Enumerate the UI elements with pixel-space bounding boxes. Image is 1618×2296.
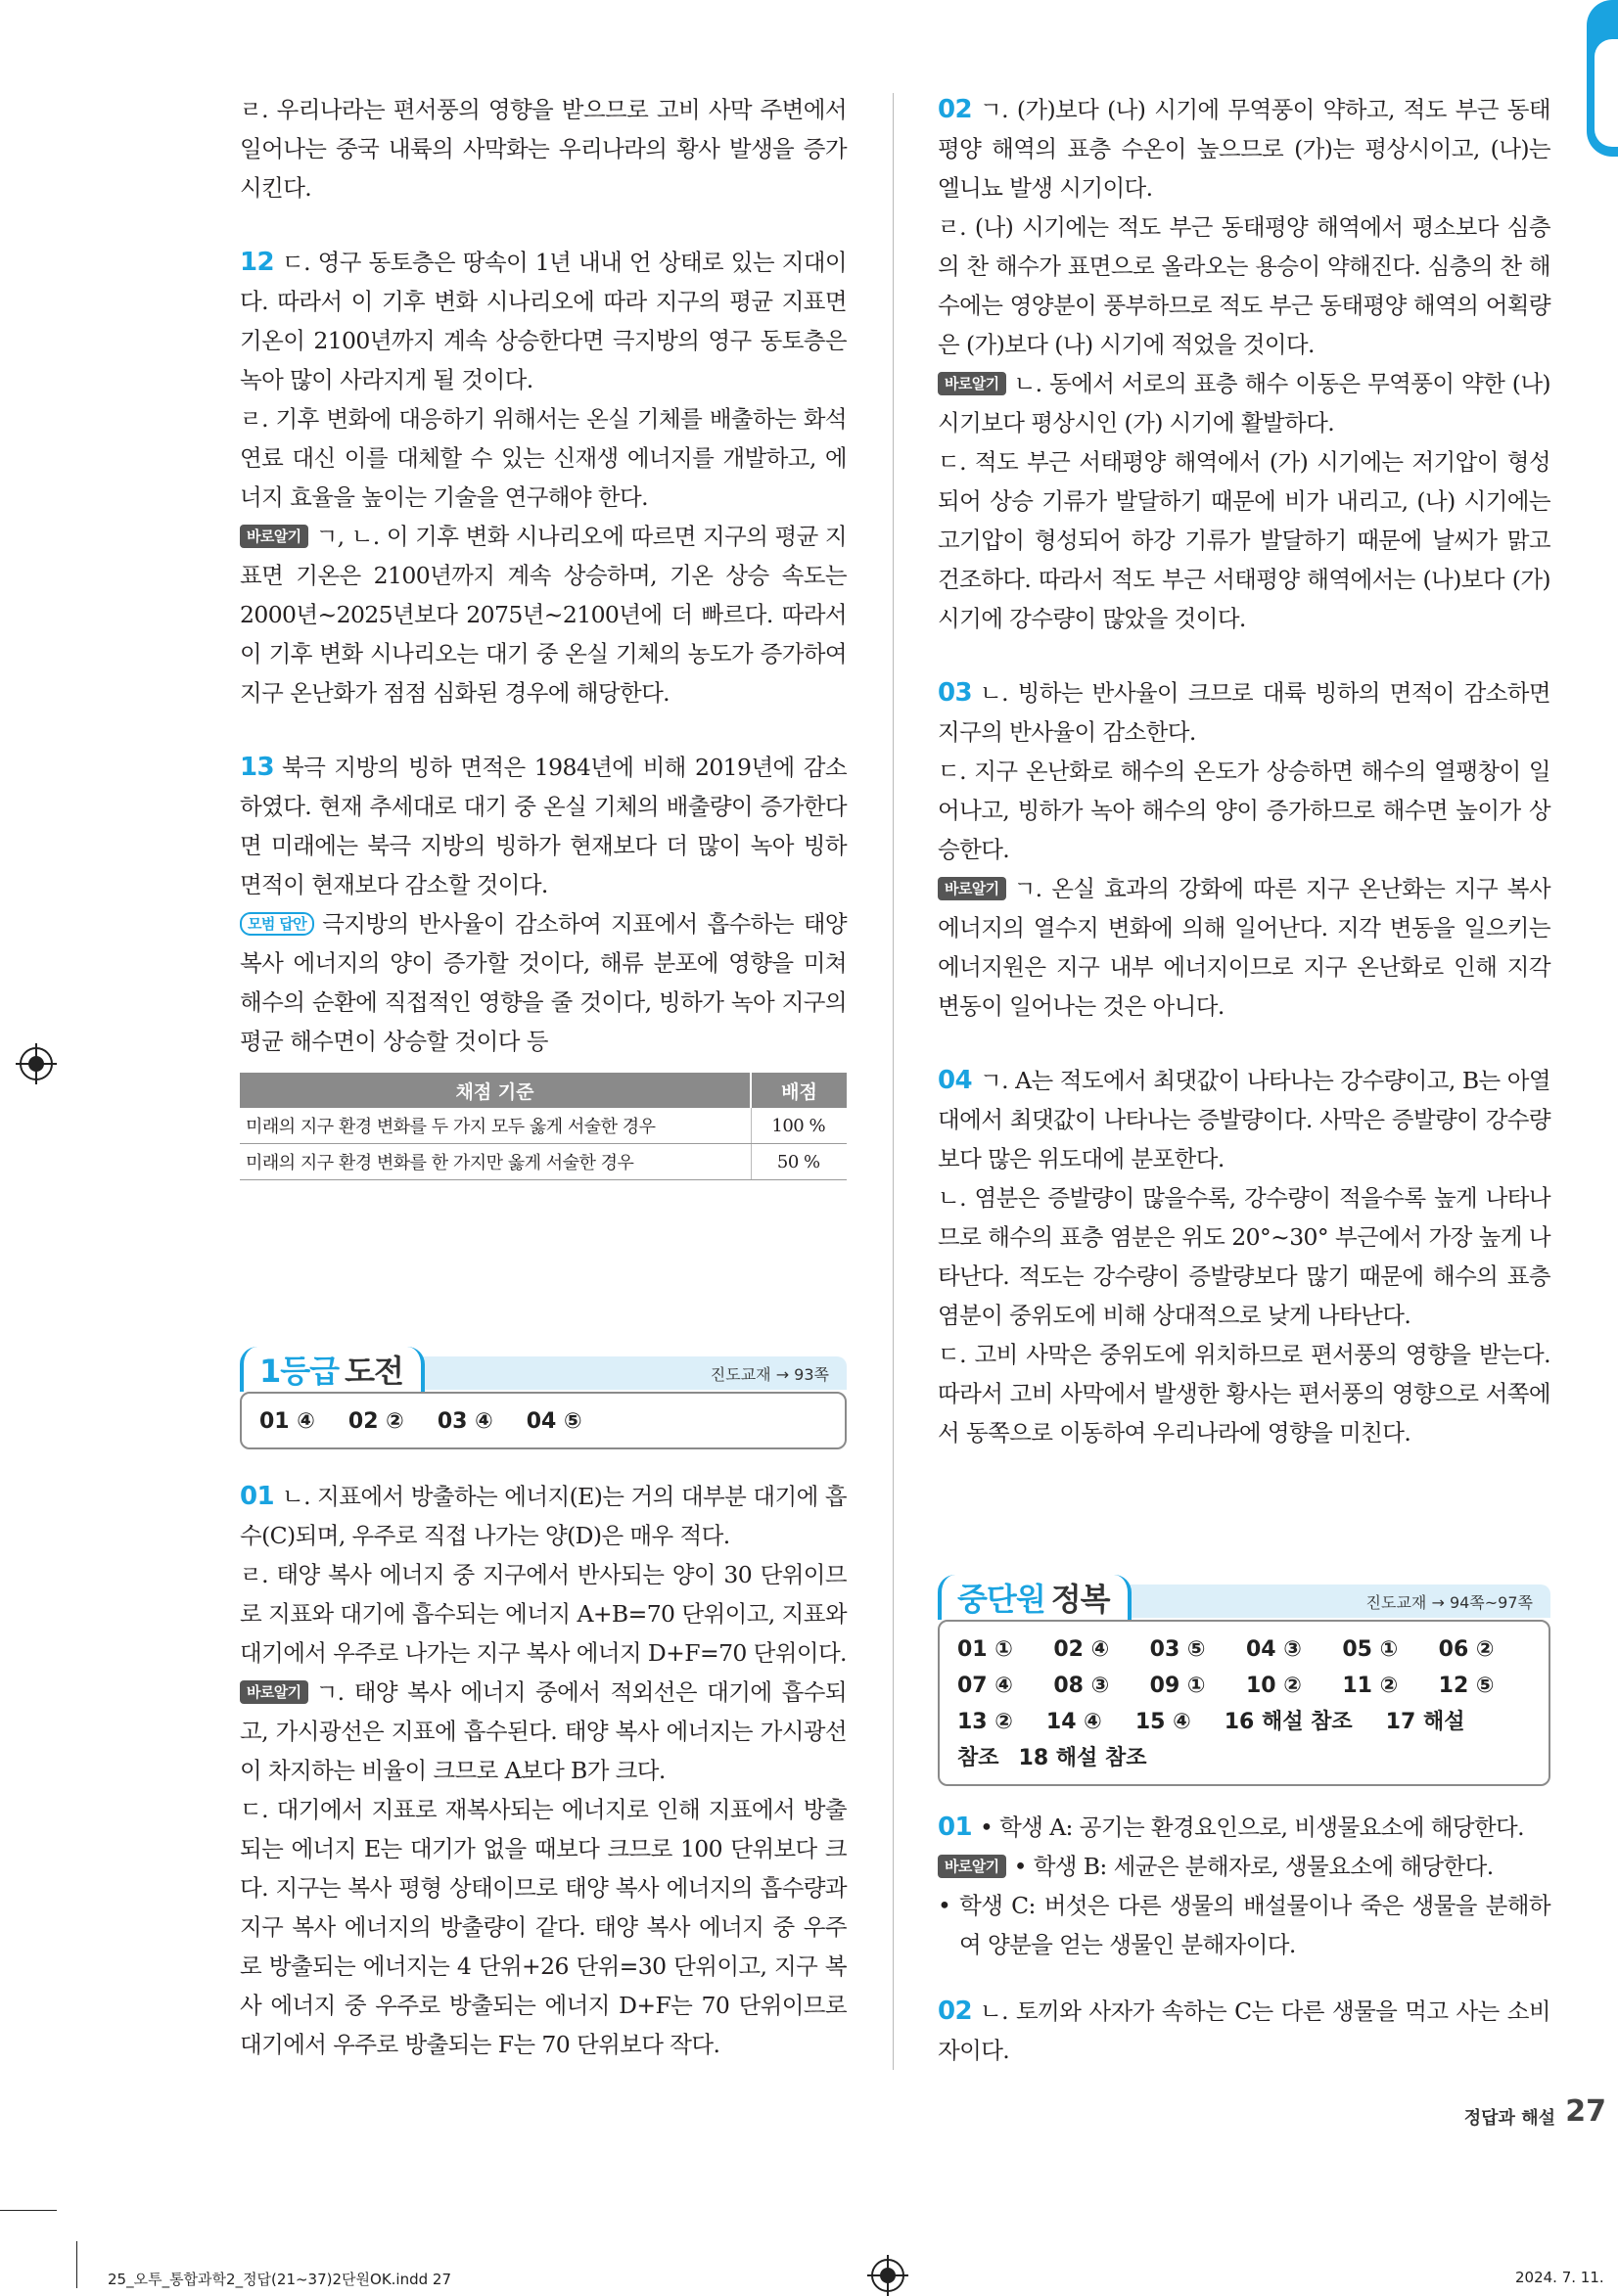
- answer-item: 01 ①: [957, 1637, 1013, 1662]
- answer-tail-line-2: [957, 1740, 1531, 1776]
- question-13: [240, 748, 847, 1180]
- q03-p1: [938, 673, 1550, 752]
- correction-badge: 바로알기: [938, 1855, 1006, 1878]
- q12-text-1: ㄷ. 영구 동토층은 땅속이 1년 내내 언 상태로 있는 지대이다. 따라서 이 기후 변화 시나리오에 따라 지구의 평균 지표면 기온이 2100년까지 계속 상승한다면 극지방의 영구 동토층은 녹아 많이 사라지게 될 것이다.: [240, 249, 847, 393]
- s2q01-text-2: • 학생 B: 세균은 분해자로, 생물요소에 해당한다.: [1013, 1853, 1494, 1880]
- q13-text-1: 북극 지방의 빙하 면적은 1984년에 비해 2019년에 감소하였다. 현재 추세대로 대기 중 온실 기체의 배출량이 증가한다면 미래에는 북극 지방의 빙하가 현재보다 더 많이 녹아 빙하 면적이 현재보다 감소할 것이다.: [240, 754, 847, 898]
- s2q01-p1: [938, 1808, 1550, 1847]
- s1q01-text-1: ㄴ. 지표에서 방출하는 에너지(E)는 거의 대부분 대기에 흡수(C)되며, 우주로 직접 나가는 양(D)은 매우 적다.: [240, 1483, 847, 1549]
- answer-item: 17 해설: [1385, 1710, 1465, 1734]
- q04-p3: ㄷ. 고비 사막은 중위도에 위치하므로 편서풍의 영향을 받는다. 따라서 고비 사막에서 발생한 황사는 편서풍의 영향으로 서쪽에서 동쪽으로 이동하여 우리나라에 영향을 미친다.: [938, 1341, 1550, 1446]
- s1q01-p3: [240, 1673, 847, 1790]
- answer-item: 09 ①: [1149, 1674, 1206, 1698]
- answer-item: 18 해설 참조: [1018, 1746, 1147, 1770]
- intro-paragraph: ㄹ. 우리나라는 편서풍의 영향을 받으므로 고비 사막 주변에서 일어나는 중국 내륙의 사막화는 우리나라의 황사 발생을 증가시킨다.: [240, 96, 847, 202]
- q03-text-3: ㄱ. 온실 효과의 강화에 따른 지구 온난화는 지구 복사 에너지의 열수지 변화에 의해 일어난다. 지각 변동을 일으키는 에너지원은 지구 내부 에너지이므로 지구 온난화로 인해 지각 변동이 일어나는 것은 아니다.: [938, 875, 1550, 1020]
- correction-badge: 바로알기: [240, 525, 308, 548]
- answer-item: 15 ④: [1134, 1710, 1191, 1734]
- q04-p1: [938, 1061, 1550, 1178]
- q13-text-2: 극지방의 반사율이 감소하여 지표에서 흡수하는 태양 복사 에너지의 양이 증가할 것이다, 해류 분포에 영향을 미쳐 해수의 순환에 직접적인 영향을 줄 것이다, 빙하가 녹아 지구의 평균 해수면이 상승할 것이다 등: [240, 910, 847, 1055]
- q03-text-1: ㄴ. 빙하는 반사율이 크므로 대륙 빙하의 면적이 감소하면 지구의 반사율이 감소한다.: [938, 679, 1550, 746]
- q02-p1: [938, 90, 1550, 207]
- section-title: [938, 1575, 1132, 1620]
- scoring-table: [240, 1073, 847, 1180]
- q12-text-3: ㄱ, ㄴ. 이 기후 변화 시나리오에 따르면 지구의 평균 지표면 기온은 2100년까지 계속 상승하며, 기온 상승 속도는 2000년~2025년보다 2075년~2100년에 더 빠르다. 따라서 이 기후 변화 시나리오는 대기 중 온실 기체의 농도가 증가하여 지구 온난화가 점점 심화된 경우에 해당한다.: [240, 523, 847, 707]
- answer-item: 04 ③: [1246, 1637, 1302, 1662]
- section-header: [240, 1347, 847, 1392]
- section-title-word: 정복: [1050, 1581, 1110, 1618]
- crop-mark: [76, 2241, 77, 2288]
- q04-text-1: ㄱ. A는 적도에서 최댓값이 나타나는 강수량이고, B는 아열대에서 최댓값이 나타나는 증발량이다. 사막은 증발량이 강수량보다 많은 위도대에 분포한다.: [938, 1067, 1550, 1172]
- answer-item: 06 ②: [1438, 1637, 1495, 1662]
- section-title: [240, 1347, 425, 1392]
- question-12: [240, 243, 847, 712]
- q13-p1: [240, 748, 847, 904]
- answer-item: 01 ④: [259, 1409, 315, 1434]
- s2q01-text-1: • 학생 A: 공기는 환경요인으로, 비생물요소에 해당한다.: [979, 1814, 1525, 1841]
- answer-item: 16 해설 참조: [1224, 1710, 1353, 1734]
- answer-item: 참조: [957, 1746, 999, 1770]
- answer-item: 04 ⑤: [526, 1409, 582, 1434]
- q03-p3: [938, 869, 1550, 1026]
- registration-mark-icon: [20, 1047, 53, 1080]
- section-1grade-challenge: [240, 1347, 847, 1449]
- left-column: [240, 90, 847, 2064]
- q02-p2: ㄹ. (나) 시기에는 적도 부근 동태평양 해역에서 평소보다 심층의 찬 해수가 표면으로 올라오는 용승이 약해진다. 심층의 찬 해수에는 영양분이 풍부하므로 적도 부근 동태평양 해역의 어획량은 (가)보다 (나) 시기에 적었을 것이다.: [938, 213, 1550, 358]
- scoring-points-header: 배점: [751, 1073, 847, 1108]
- section-title-level: 중단원: [957, 1581, 1045, 1618]
- answer-grid: [957, 1631, 1531, 1704]
- answer-item: 02 ④: [1053, 1637, 1110, 1662]
- table-row: [240, 1144, 847, 1180]
- s2q01-number: 01: [938, 1813, 972, 1842]
- answer-item: 08 ③: [1053, 1674, 1110, 1698]
- s1q01-p2: ㄹ. 태양 복사 에너지 중 지구에서 반사되는 양이 30 단위이므로 지표와 대기에 흡수되는 에너지 A+B=70 단위이고, 지표와 대기에서 우주로 나가는 지구 복사 에너지 D+F=70 단위이다.: [240, 1561, 847, 1667]
- q02-p3: [938, 364, 1550, 442]
- answer-item: 05 ①: [1342, 1637, 1399, 1662]
- page-number: 27: [1565, 2094, 1606, 2129]
- right-column: [938, 90, 1550, 2070]
- correction-badge: 바로알기: [938, 372, 1006, 395]
- table-row: [240, 1108, 847, 1144]
- s1q01-p1: [240, 1477, 847, 1555]
- section2-question-01: [938, 1808, 1550, 1964]
- q13-p2: [240, 904, 847, 1061]
- slug-filename: 25_오투_통합과학2_정답(21~37)2단원OK.indd 27: [108, 2271, 452, 2288]
- q03-number: 03: [938, 678, 972, 708]
- q02-p4: ㄷ. 적도 부근 서태평양 해역에서 (가) 시기에는 저기압이 형성되어 상승 기류가 발달하기 때문에 비가 내리고, (나) 시기에는 고기압이 형성되어 하강 기류가 발달하기 때문에 날씨가 맑고 건조하다. 따라서 적도 부근 서태평양 해역에서는 (나)보다 (가) 시기에 강수량이 많았을 것이다.: [938, 448, 1550, 632]
- s1q01-number: 01: [240, 1482, 274, 1511]
- answer-item: 02 ②: [347, 1409, 404, 1434]
- chapter-tab-inner: [1595, 39, 1618, 147]
- scoring-criteria-header: 채점 기준: [240, 1073, 751, 1108]
- correction-badge: 바로알기: [240, 1680, 308, 1704]
- q02-number: 02: [938, 95, 972, 124]
- question-03: [938, 673, 1550, 1026]
- q03-p2: ㄷ. 지구 온난화로 해수의 온도가 상승하면 해수의 열팽창이 일어나고, 빙하가 녹아 해수의 양이 증가하므로 해수면 높이가 상승한다.: [938, 758, 1550, 863]
- q02-text-3: ㄴ. 동에서 서로의 표층 해수 이동은 무역풍이 약한 (나) 시기보다 평상시인 (가) 시기에 활발하다.: [938, 370, 1550, 436]
- section1-question-01: [240, 1477, 847, 2064]
- section-unit-review: [938, 1575, 1550, 1786]
- footer-label: 정답과 해설: [1463, 2108, 1555, 2129]
- answer-item: 10 ②: [1246, 1674, 1302, 1698]
- section2-question-02: [938, 1992, 1550, 2070]
- answer-box: [240, 1392, 847, 1449]
- criteria-cell: 미래의 지구 환경 변화를 한 가지만 옳게 서술한 경우: [240, 1144, 751, 1180]
- q12-number: 12: [240, 248, 274, 277]
- s2q02-text-1: ㄴ. 토끼와 사자가 속하는 C는 다른 생물을 먹고 사는 소비자이다.: [938, 1998, 1550, 2064]
- q12-p3: [240, 517, 847, 712]
- section-title-word: 도전: [345, 1353, 403, 1390]
- s2q01-p3: • 학생 C: 버섯은 다른 생물의 배설물이나 죽은 생물을 분해하여 양분을 얻는 생물인 분해자이다.: [938, 1892, 1550, 1958]
- points-cell: 100 %: [751, 1108, 847, 1144]
- crop-mark: [0, 2210, 57, 2211]
- q13-number: 13: [240, 753, 274, 782]
- model-answer-badge: 모범 답안: [240, 912, 314, 936]
- q04-p2: ㄴ. 염분은 증발량이 많을수록, 강수량이 적을수록 높게 나타나므로 해수의 표층 염분은 위도 20°~30° 부근에서 가장 높게 나타난다. 적도는 강수량이 증발량보다 많기 때문에 해수의 표층 염분이 중위도에 비해 상대적으로 낮게 나타난다.: [938, 1184, 1550, 1329]
- answer-item: 03 ⑤: [1149, 1637, 1206, 1662]
- s1q01-p4: ㄷ. 대기에서 지표로 재복사되는 에너지로 인해 지표에서 방출되는 에너지 E는 대기가 없을 때보다 크므로 100 단위보다 크다. 지구는 복사 평형 상태이므로 태양 복사 에너지의 흡수량과 지구 복사 에너지의 방출량이 같다. 태양 복사 에너지 중 우주로 방출되는 에너지는 4 단위+26 단위=30 단위이고, 지구 복사 에너지 중 우주로 방출되는 에너지 D+F는 70 단위이므로 대기에서 우주로 방출되는 F는 70 단위보다 작다.: [240, 1796, 847, 2058]
- column-divider: [893, 93, 894, 2070]
- correction-badge: 바로알기: [938, 877, 1006, 900]
- registration-mark-icon: [871, 2259, 904, 2292]
- answer-box: [938, 1620, 1550, 1786]
- q12-p1: [240, 243, 847, 399]
- answer-item: 13 ②: [957, 1710, 1013, 1734]
- answer-item: 03 ④: [437, 1409, 493, 1434]
- s2q02-number: 02: [938, 1997, 972, 2026]
- s2q01-p2: [938, 1847, 1550, 1886]
- q02-text-1: ㄱ. (가)보다 (나) 시기에 무역풍이 약하고, 적도 부근 동태평양 해역의 표층 수온이 높으므로 (가)는 평상시이고, (나)는 엘니뇨 발생 시기이다.: [938, 96, 1550, 202]
- points-cell: 50 %: [751, 1144, 847, 1180]
- question-02: [938, 90, 1550, 638]
- s1q01-text-3: ㄱ. 태양 복사 에너지 중에서 적외선은 대기에 흡수되고, 가시광선은 지표에 흡수된다. 태양 복사 에너지는 가시광선이 차지하는 비율이 크므로 A보다 B가 크다.: [240, 1678, 847, 1784]
- textbook-reference: 진도교재 → 93쪽: [710, 1365, 829, 1384]
- textbook-reference: 진도교재 → 94쪽~97쪽: [1365, 1593, 1533, 1612]
- q04-number: 04: [938, 1066, 972, 1095]
- answer-item: 12 ⑤: [1438, 1674, 1495, 1698]
- answer-tail-line: [957, 1704, 1531, 1740]
- answer-item: 14 ④: [1045, 1710, 1102, 1734]
- slug-date: 2024. 7. 11.: [1515, 2269, 1604, 2286]
- section-header: [938, 1575, 1550, 1620]
- section-title-level: 1등급: [259, 1353, 340, 1390]
- answer-item: 07 ④: [957, 1674, 1013, 1698]
- scoring-header-row: [240, 1073, 847, 1108]
- criteria-cell: 미래의 지구 환경 변화를 두 가지 모두 옳게 서술한 경우: [240, 1108, 751, 1144]
- answer-item: 11 ②: [1342, 1674, 1399, 1698]
- q12-p2: ㄹ. 기후 변화에 대응하기 위해서는 온실 기체를 배출하는 화석 연료 대신 이를 대체할 수 있는 신재생 에너지를 개발하고, 에너지 효율을 높이는 기술을 연구해야 한다.: [240, 405, 847, 511]
- question-04: [938, 1061, 1550, 1452]
- s2q02-p1: [938, 1992, 1550, 2070]
